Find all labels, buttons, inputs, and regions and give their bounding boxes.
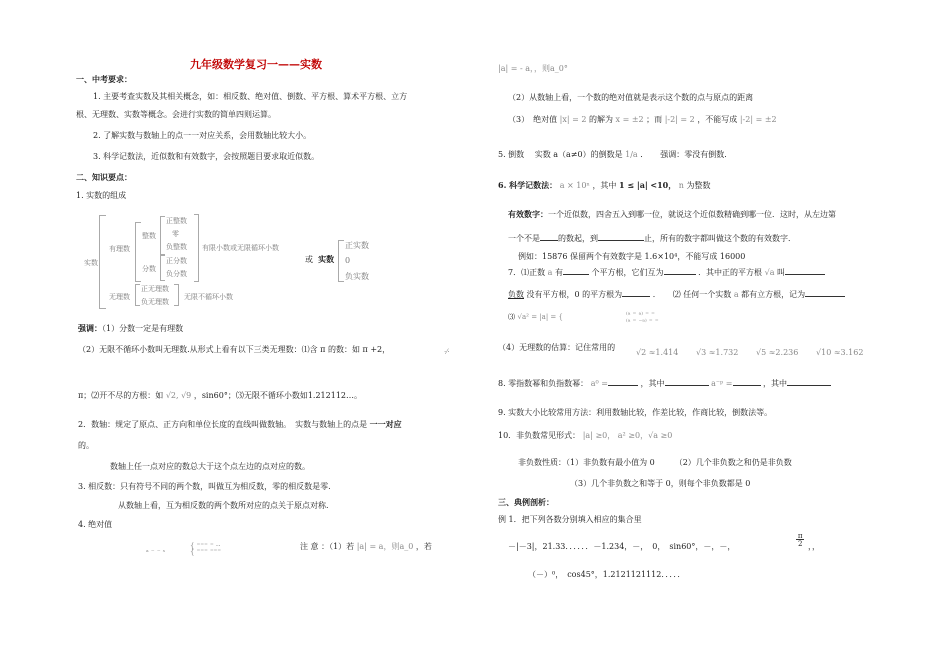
- sig-figs: [508, 210, 836, 220]
- reciprocal-text: 5. 倒数 实数 a（a≠0）的倒数是: [498, 150, 623, 159]
- tree-root-label: 实数: [84, 259, 98, 267]
- emphasis-label: 强调：: [78, 323, 102, 333]
- abs-equation-b: 的解为: [588, 115, 613, 124]
- abs-neg-condition: ，则a_0°: [533, 64, 568, 73]
- abs-note-formula: |a| = a，则a_0: [356, 542, 414, 551]
- tree-rational-brace: [135, 222, 141, 282]
- emphasis-3: [78, 391, 362, 401]
- square-root-1: [508, 266, 825, 278]
- tree-integer-brace: [160, 216, 165, 255]
- var-a-glyph: a: [547, 268, 553, 277]
- abs-equation-a: （3） 绝对值: [508, 115, 558, 124]
- example-1-list-a-tail: ，，: [808, 542, 820, 551]
- sci-notation-text-b: ，其中: [592, 181, 617, 190]
- section-2-heading: 二、知识要点：: [76, 172, 132, 182]
- page-title: 九年级数学复习一——实数: [190, 58, 322, 71]
- pi-over-2: [796, 533, 804, 548]
- fill-blank: [598, 232, 644, 241]
- req-1-line-b: 根、无理数、实数等概念。会进行实数的简单四则运算。: [76, 110, 276, 119]
- abs-def-glyph: ₐ ₋ ₋ ₛ: [146, 546, 166, 554]
- emphasis-3-a: π；⑵开不尽的方根：如: [78, 391, 164, 400]
- sci-notation-text-c: <10，: [650, 180, 677, 190]
- tree-fraction-label: 分数: [142, 265, 156, 273]
- point-2-note: 数轴上任一点对应的数总大于这个点左边的点对应的数。: [110, 462, 310, 471]
- sig-figs-example: 例如：15876 保留两个有效数字是 1.6×10⁴，不能写成 16000: [518, 252, 746, 261]
- abs-equation-glyph: |x| = 2: [559, 115, 587, 124]
- sig-figs-line-2: [508, 232, 796, 244]
- point-2-text: 2．数轴：规定了原点、正方向和单位长度的直线叫做数轴。 实数与数轴上的点是: [78, 420, 368, 429]
- tree-irrational-label: 无理数: [109, 293, 130, 301]
- req-2: 2. 了解实数与数轴上的点一一对应关系，会用数轴比较大小。: [93, 131, 312, 140]
- tree-int-item: 正整数: [166, 217, 187, 225]
- point-2-emphasis: 一一对应: [369, 419, 402, 429]
- fill-blank: [787, 377, 831, 386]
- nonnegative-props-3: （3）几个非负数之和等于 0，则每个非负数都是 0: [570, 479, 751, 488]
- exponents-where-a: ，其中: [640, 379, 665, 388]
- abs-distance-note: （2）从数轴上看，一个数的绝对值就是表示这个数的点与原点的距离: [508, 93, 754, 102]
- point-1-heading: 1. 实数的组成: [76, 191, 127, 200]
- irrational-estimate: [498, 343, 615, 353]
- tree-irr-item: 正无理数: [141, 285, 169, 293]
- tree-alt-item: 正实数: [345, 241, 369, 250]
- abs-solution-glyph: x = ±2: [615, 115, 644, 124]
- tree-alt-item: 负实数: [345, 272, 369, 281]
- tree-rational-closing-brace: [194, 214, 199, 282]
- abs-equation: [508, 115, 777, 125]
- fill-blank: [540, 232, 558, 241]
- estimate-value: √3 ≈1.732: [696, 348, 739, 357]
- point-3-opposite: 3. 相反数：只有符号不同的两个数，叫做互为相反数，零的相反数是零.: [78, 482, 331, 491]
- exponents-where-b: ，其中: [763, 379, 788, 388]
- abs-nonneg-glyph: |a| ≥0，: [582, 431, 616, 440]
- tree-irrational-note: 无限不循环小数: [184, 293, 233, 301]
- abs-note-tail: ，若: [415, 542, 432, 551]
- abs-piecewise-glyph: { ⁼⁼⁼ ⁼ ·· { ⁼⁼⁼ ⁼⁼⁼: [190, 542, 222, 557]
- root-identity-number: ⑶: [508, 313, 515, 321]
- cube-root-text: ． ⑵ 任何一个实数: [652, 290, 732, 299]
- fill-blank: [563, 266, 589, 275]
- sci-notation-label: 6. 科学记数法：: [498, 180, 558, 190]
- emphasis-2: （2）无限不循环小数叫无理数.从形式上看有以下三类无理数：⑴含 π 的数：如 π +2，: [78, 345, 391, 354]
- sig-figs-d: 的数起，到: [558, 234, 598, 243]
- sig-figs-e: 止，所有的数字都叫做这个数的有效数字．: [644, 234, 796, 243]
- tree-root2-label: 实数: [318, 254, 335, 264]
- tree-irrational-brace: [135, 284, 140, 306]
- root-identity: [508, 312, 563, 322]
- sci-notation-n-glyph: n: [678, 181, 684, 190]
- square-root-e: 叫: [777, 268, 786, 277]
- reciprocal-note: ． 强调：零没有倒数．: [640, 150, 733, 159]
- square-root-zero: 没有平方根，0 的平方根为: [526, 290, 623, 299]
- square-root-b: 有: [554, 268, 563, 277]
- fill-blank: [785, 266, 825, 275]
- sqrt-examples-glyph: √2, √9: [165, 391, 192, 400]
- abs-wrong-b-glyph: |-2| = ±2: [739, 115, 777, 124]
- fill-blank: [665, 377, 709, 386]
- irrational-estimate-label: （4）无理数的估算：记住常用的: [498, 343, 616, 352]
- emphasis-1: [78, 324, 183, 334]
- square-root-c: 个平方根，它们互为: [591, 268, 664, 277]
- var-a-glyph: a: [733, 290, 739, 299]
- fill-blank: [664, 266, 696, 275]
- point-3-note: 从数轴上看，互为相反数的两个数所对应的点关于原点对称.: [118, 501, 329, 510]
- point-2-axis: [78, 420, 402, 430]
- abs-note-text: 注 意 ：（1）若: [300, 542, 355, 551]
- tree-or-word: 或: [305, 255, 313, 264]
- tree-int-item: 零: [172, 230, 179, 238]
- sqrt-a-glyph: √a: [764, 268, 775, 277]
- sci-notation-range-glyph: 1 ≤ |a|: [618, 180, 648, 190]
- neg-exp-glyph: a⁻ᵖ =: [711, 379, 733, 388]
- example-1-heading: 例 1．把下列各数分别填入相应的集合里: [498, 515, 642, 524]
- reciprocal-glyph: 1/a: [625, 150, 638, 159]
- section-3-heading: 三、典例剖析：: [498, 497, 554, 507]
- tree-irrational-closing-brace: [174, 284, 179, 306]
- root-identity-glyph: √a² = |a| = {: [517, 313, 563, 321]
- zero-exp-glyph: a⁰ =: [590, 379, 608, 388]
- sci-notation: [498, 181, 710, 191]
- nonnegative-forms: [498, 431, 672, 441]
- exponents-label: 8. 零指数幂和负指数幂：: [498, 379, 589, 388]
- estimate-value: √5 ≈2.236: [756, 348, 799, 357]
- abs-note: [300, 542, 432, 552]
- nonnegative-forms-label: 10．非负数常见形式：: [498, 431, 581, 440]
- abs-equation-d: ，不能写成: [697, 115, 738, 124]
- reciprocal: [498, 150, 732, 160]
- tree-alt-brace: [338, 240, 344, 282]
- tree-or-text: [305, 255, 334, 265]
- tree-alt-item: 0: [345, 256, 351, 265]
- estimate-value: √2 ≈1.414: [636, 348, 679, 357]
- square-root-d: ．其中正的平方根: [698, 268, 763, 277]
- tree-fraction-brace: [160, 255, 165, 281]
- tree-irr-item: 负无理数: [141, 298, 169, 306]
- req-1-line-a: 1. 主要考查实数及其相关概念，如：相反数、绝对值、倒数、平方根、算术平方根、立方: [93, 92, 408, 101]
- nonneg-forms-glyph: a² ≥0，√a ≥0: [617, 431, 673, 440]
- sig-figs-c: 一个不是: [508, 234, 540, 243]
- nonnegative-props: 非负数性质：（1）非负数有最小值为 0 （2）几个非负数之和仍是非负数: [518, 458, 792, 467]
- tree-integer-label: 整数: [142, 232, 156, 240]
- tree-root-brace: [99, 215, 106, 309]
- fraction-glyph: ·⁄·: [444, 348, 450, 356]
- sig-figs-label: 有效数字：: [508, 209, 548, 219]
- sci-notation-form-glyph: a × 10ⁿ: [559, 181, 590, 190]
- emphasis-1-text: （1）分数一定是有理数: [102, 324, 184, 333]
- pi-numerator: π: [797, 532, 803, 540]
- compare-methods: 9. 实数大小比较常用方法：利用数轴比较，作差比较，作商比较，倒数法等。: [498, 408, 773, 417]
- fill-blank: [608, 377, 638, 386]
- abs-wrong-a-glyph: |-2| = 2: [664, 115, 695, 124]
- sci-notation-text-d: 为整数: [686, 181, 711, 190]
- tree-frac-item: 正分数: [166, 257, 187, 265]
- example-1-list-b: （－）⁰， cos45°，1.2121121112．．．．．: [528, 570, 686, 579]
- fill-blank: [733, 377, 761, 386]
- point-4-abs: 4. 绝对值: [78, 520, 113, 529]
- fill-blank: [805, 288, 845, 297]
- emphasis-3-b: ，sin60°；⑶无限不循环小数如1.212112…。: [193, 391, 362, 400]
- fill-blank: [622, 288, 650, 297]
- square-root-2: [508, 288, 845, 300]
- cube-root-text-b: 都有立方根，记为: [741, 290, 806, 299]
- req-3: 3. 科学记数法，近似数和有效数字，会按照题目要求取近似数。: [93, 152, 320, 161]
- root-identity-cases-glyph: ⁽ᵃ ⁼ ᵃ⁾ ⁼ ⁼ ⁽ᵃ ⁼ ⁻ᵃ⁾ ⁼ ⁼: [626, 311, 659, 326]
- point-2-tail: 的。: [78, 441, 94, 450]
- abs-neg-formula: |a| = - a，，则a_0°: [498, 64, 568, 73]
- estimate-value: √10 ≈3.162: [816, 348, 864, 357]
- tree-int-item: 负整数: [166, 243, 187, 251]
- abs-equation-c: ；而: [646, 115, 663, 124]
- square-root-a: 7．⑴正数: [508, 268, 546, 277]
- tree-frac-item: 负分数: [166, 270, 187, 278]
- example-1-list-a: －|－3|，21.33．．．．．．－1.234，－， 0， sin60°，－，－，: [508, 542, 736, 551]
- pi-denominator: 2: [798, 539, 803, 548]
- negative-number-word: 负数: [508, 290, 524, 299]
- section-1-heading: 一、中考要求：: [76, 74, 132, 84]
- tree-rational-label: 有理数: [109, 245, 130, 253]
- exponents: [498, 377, 831, 389]
- tree-rational-note: 有限小数或无限循环小数: [202, 244, 279, 252]
- sig-figs-text: 一个近似数，四舍五入到哪一位，就说这个近似数精确到哪一位．这时，从左边第: [548, 210, 836, 219]
